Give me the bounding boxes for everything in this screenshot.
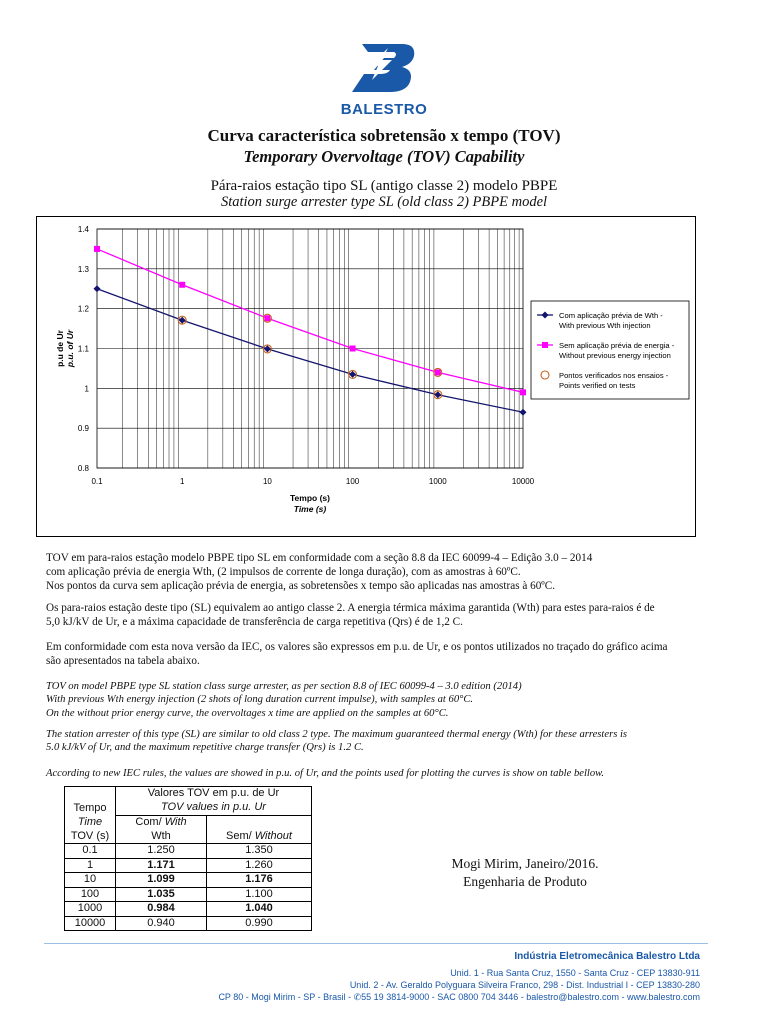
table-row [65, 902, 312, 917]
cell-sem: 1.260 [207, 858, 312, 873]
x-tick-label: 1 [179, 477, 185, 486]
text-line: TOV em para-raios estação modelo PBPE tipo SL em conformidade com a seção 8.8 da IEC 60099-4 – Edição 3.0 – 2014 [46, 552, 593, 564]
legend-label: Com aplicação prévia de Wth - [559, 311, 663, 320]
header-without: Without [254, 829, 292, 842]
cell-com: 0.940 [116, 916, 207, 931]
chart-frame [36, 216, 696, 537]
header-with: With [164, 815, 187, 828]
text-line: 5,0 kJ/kV de Ur, e a máxima capacidade de transferência de carga repetitiva (Qrs) é de 1,2 C. [46, 616, 463, 628]
y-tick-label: 1 [84, 384, 89, 394]
y-tick-label: 0.8 [77, 464, 89, 473]
table-row [65, 916, 312, 931]
paragraph-pt-3 [46, 640, 706, 668]
header-wth: Wth [116, 829, 207, 843]
header-sem: Sem/ [226, 829, 252, 842]
paragraph-en-3 [46, 767, 706, 780]
subtitle-pt: Pára-raios estação tipo SL (antigo classe 2) modelo PBPE [210, 178, 558, 194]
cell-time: 1000 [65, 902, 116, 917]
signature-block [400, 855, 650, 891]
x-tick-label: 100 [345, 477, 360, 486]
legend-label: Pontos verificados nos ensaios - [559, 371, 669, 380]
text-line: Nos pontos da curva sem aplicação prévia de energia, as sobretensões x tempo são aplicadas nas amostras à 60ºC. [46, 580, 556, 592]
header-time: Time [77, 816, 103, 828]
cell-sem: 1.040 [207, 902, 312, 917]
header-com-cell [116, 815, 207, 829]
cell-com: 1.035 [116, 887, 207, 902]
y-tick-label: 1.3 [77, 264, 89, 274]
cell-sem: 1.350 [207, 844, 312, 859]
text-line: Os para-raios estação deste tipo (SL) equivalem ao antigo classe 2. A energia térmica máxima garantida (Wth) para estes para-raios é de [46, 602, 655, 614]
logo [0, 40, 768, 118]
y-tick-label: 1.4 [77, 225, 89, 234]
legend-label: Sem aplicação prévia de energia - [559, 341, 675, 350]
x-tick-label: 10 [262, 477, 272, 486]
y-tick-label: 0.9 [77, 424, 89, 434]
text-line: On the without prior energy curve, the overvoltages x time are applied on the samples at 60°C. [46, 707, 449, 719]
header-sem-blank [207, 815, 312, 829]
brand-name: BALESTRO [340, 101, 428, 118]
cell-time: 100 [65, 887, 116, 902]
cell-time: 0.1 [65, 844, 116, 859]
text-line: TOV on model PBPE type SL station class surge arrester, as per section 8.8 of IEC 60099-4 – 3.0 edition (2014) [46, 681, 522, 692]
cell-sem: 0.990 [207, 916, 312, 931]
y-tick-label: 1.1 [77, 344, 89, 354]
title-en: Temporary Overvoltage (TOV) Capability [243, 147, 525, 166]
text-line: According to new IEC rules, the values are showed in p.u. of Ur, and the points used for plotting the curves is show on table bellow. [46, 768, 605, 779]
text-line: Em conformidade com esta nova versão da IEC, os valores são expressos em p.u. de Ur, e os pontos utilizados no traçado do gráfico acima [46, 641, 668, 653]
header-values: TOV values in p.u. Ur [116, 801, 312, 815]
cell-com: 0.984 [116, 902, 207, 917]
y-tick-label: 1.2 [77, 304, 89, 314]
footer-contact: CP 80 - Mogi Mirim - SP - Brasil - ✆55 19 3814-9000 - SAC 0800 704 3446 - balestro@balestro.com - www.balestro.com [218, 992, 700, 1002]
header-com: Com/ [135, 815, 162, 828]
text-line: com aplicação prévia de energia Wth, (2 impulsos de corrente de longa duração), com as amostras à 60ºC. [46, 566, 521, 578]
cell-com: 1.250 [116, 844, 207, 859]
text-line: The station arrester of this type (SL) are similar to old class 2 type. The maximum guaranteed thermal energy (Wth) for these arresters is [46, 729, 628, 740]
table-row [65, 844, 312, 859]
cell-sem: 1.176 [207, 873, 312, 888]
x-axis-label-en: Time (s) [293, 504, 327, 514]
cell-time: 10000 [65, 916, 116, 931]
subtitle-en: Station surge arrester type SL (old class 2) PBPE model [220, 194, 548, 210]
footer-company: Indústria Eletromecânica Balestro Ltda [514, 951, 700, 962]
x-tick-label: 0.1 [91, 477, 103, 486]
x-tick-label: 10000 [511, 477, 535, 486]
title-pt: Curva característica sobretensão x tempo (TOV) [207, 126, 561, 145]
paragraph-en-2 [46, 728, 706, 755]
data-point-series-2 [520, 389, 526, 395]
balestro-logo-icon [344, 40, 424, 96]
data-point-series-2 [350, 346, 356, 352]
cell-com: 1.171 [116, 858, 207, 873]
table-row [65, 873, 312, 888]
table-row [65, 858, 312, 873]
data-point-series-2 [94, 246, 100, 252]
footer-unit2: Unid. 2 - Av. Geraldo Polyguara Silveira Franco, 298 - Dist. Industrial I - CEP 13830-280 [349, 980, 700, 990]
legend-label: Points verified on tests [559, 381, 636, 390]
footer-unit1: Unid. 1 - Rua Santa Cruz, 1550 - Santa Cruz - CEP 13830-911 [450, 968, 700, 978]
data-point-series-2 [264, 315, 270, 321]
x-axis-label: Tempo (s) [290, 493, 330, 503]
header-tempo-cell [65, 787, 116, 844]
legend-label: Without previous energy injection [559, 351, 671, 360]
text-line: são apresentados na tabela abaixo. [46, 655, 200, 667]
cell-sem: 1.100 [207, 887, 312, 902]
data-point-series-2 [435, 369, 441, 375]
signature-place-date: Mogi Mirim, Janeiro/2016. [451, 856, 599, 871]
legend-label: With previous Wth injection [559, 321, 651, 330]
paragraph-pt-1 [46, 551, 706, 593]
table-header-row [65, 787, 312, 801]
text-line: With previous Wth energy injection (2 shots of long duration current impulse), with samples at 60°C. [46, 694, 474, 706]
header-valores: Valores TOV em p.u. de Ur [116, 787, 312, 801]
paragraph-en-1 [46, 680, 706, 720]
header-tov: TOV (s) [70, 830, 110, 842]
paragraph-pt-2 [46, 601, 706, 629]
text-line: 5.0 kJ/kV of Ur, and the maximum repetitive charge transfer (Qrs) is 1.2 C. [46, 742, 364, 754]
table-row [65, 887, 312, 902]
x-tick-label: 1000 [428, 477, 447, 486]
footer-divider [44, 943, 708, 944]
legend-marker [542, 342, 548, 348]
y-axis-label: p.u de Ur [55, 330, 65, 367]
header-tempo: Tempo [73, 802, 107, 814]
cell-time: 1 [65, 858, 116, 873]
y-axis-label-en: p.u. of Ur [65, 329, 75, 368]
header-sem-cell [207, 829, 312, 843]
signature-department: Engenharia de Produto [463, 874, 587, 889]
tov-chart [37, 217, 695, 536]
data-point-series-2 [179, 282, 185, 288]
cell-com: 1.099 [116, 873, 207, 888]
tov-table [64, 786, 312, 931]
cell-time: 10 [65, 873, 116, 888]
